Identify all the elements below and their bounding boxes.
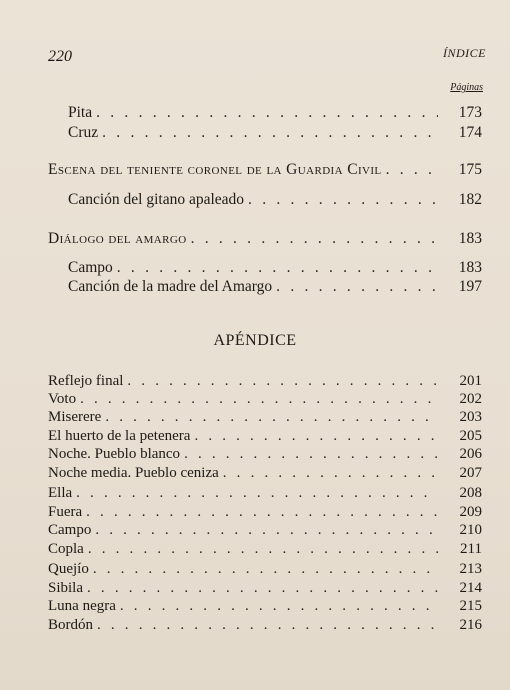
toc-entry [48, 409, 482, 426]
entry-title: Escena del teniente coronel de la Guardia Civil [48, 161, 382, 178]
leader-dots [102, 124, 438, 142]
entry-title: Miserere [48, 409, 102, 425]
leader-dots [96, 104, 438, 122]
entry-title: Ella [48, 485, 73, 501]
toc-entry [68, 124, 482, 142]
leader-dots [386, 161, 438, 179]
leader-dots [184, 446, 438, 463]
toc-entry [48, 504, 482, 521]
entry-title: Noche. Pueblo blanco [48, 446, 181, 462]
toc-entry [48, 446, 482, 463]
toc-entry [48, 580, 482, 597]
entry-title: Bordón [48, 617, 93, 633]
entry-page: 216 [459, 617, 482, 633]
entry-page: 214 [459, 580, 482, 596]
entry-page: 205 [459, 428, 482, 444]
leader-dots [105, 409, 438, 426]
entry-title: Campo [68, 259, 113, 276]
entry-title: El huerto de la petenera [48, 428, 191, 444]
toc-entry [48, 485, 482, 502]
entry-title: Luna negra [48, 598, 116, 614]
toc-entry [48, 428, 482, 445]
entry-title: Quejío [48, 561, 89, 577]
entry-title: Canción del gitano apaleado [68, 191, 245, 208]
entry-page: 203 [459, 409, 482, 425]
toc-entry [48, 561, 482, 578]
entry-page: 175 [458, 161, 482, 178]
entry-page: 174 [458, 124, 482, 141]
toc-entry [48, 465, 482, 482]
toc-entry [48, 617, 482, 634]
entry-title: Canción de la madre del Amargo [68, 278, 273, 295]
toc-section-entry [48, 161, 482, 179]
entry-title: Cruz [68, 124, 99, 141]
entry-page: 206 [459, 446, 482, 462]
leader-dots [76, 485, 438, 502]
page-number: 220 [48, 48, 72, 65]
leader-dots [191, 230, 438, 248]
toc-section-entry [48, 230, 482, 248]
entry-title: Copla [48, 541, 84, 557]
entry-page: 197 [458, 278, 482, 295]
entry-page: 207 [459, 465, 482, 481]
leader-dots [88, 541, 438, 558]
leader-dots [248, 191, 438, 209]
entry-title: Reflejo final [48, 373, 124, 389]
entry-title: Diálogo del amargo [48, 230, 187, 247]
leader-dots [223, 465, 438, 482]
entry-title: Noche media. Pueblo ceniza [48, 465, 219, 481]
toc-entry [68, 104, 482, 122]
running-head: ÍNDICE [443, 46, 486, 60]
leader-dots [276, 278, 438, 296]
entry-page: 213 [459, 561, 482, 577]
entry-page: 211 [460, 541, 482, 557]
toc-entry [48, 373, 482, 390]
leader-dots [120, 598, 438, 615]
entry-page: 183 [458, 259, 482, 276]
toc-entry [48, 598, 482, 615]
pages-column-header: Páginas [450, 82, 483, 93]
leader-dots [93, 561, 438, 578]
leader-dots [127, 373, 438, 390]
toc-entry [48, 391, 482, 408]
entry-page: 173 [458, 104, 482, 121]
leader-dots [86, 504, 438, 521]
entry-page: 182 [458, 191, 482, 208]
leader-dots [80, 391, 438, 408]
leader-dots [97, 617, 438, 634]
entry-page: 215 [459, 598, 482, 614]
leader-dots [95, 522, 438, 539]
entry-title: Campo [48, 522, 92, 538]
leader-dots [117, 259, 438, 277]
entry-page: 209 [459, 504, 482, 520]
entry-page: 202 [459, 391, 482, 407]
entry-page: 183 [458, 230, 482, 247]
entry-title: Pita [68, 104, 93, 121]
entry-page: 210 [459, 522, 482, 538]
leader-dots [194, 428, 438, 445]
toc-entry [68, 278, 482, 296]
entry-title: Fuera [48, 504, 83, 520]
entry-page: 208 [459, 485, 482, 501]
entry-title: Voto [48, 391, 77, 407]
toc-entry [68, 191, 482, 209]
leader-dots [87, 580, 438, 597]
entry-title: Sibila [48, 580, 84, 596]
toc-entry [48, 522, 482, 539]
entry-page: 201 [459, 373, 482, 389]
toc-entry [48, 541, 482, 558]
toc-entry [68, 259, 482, 277]
appendix-heading: APÉNDICE [213, 332, 297, 349]
